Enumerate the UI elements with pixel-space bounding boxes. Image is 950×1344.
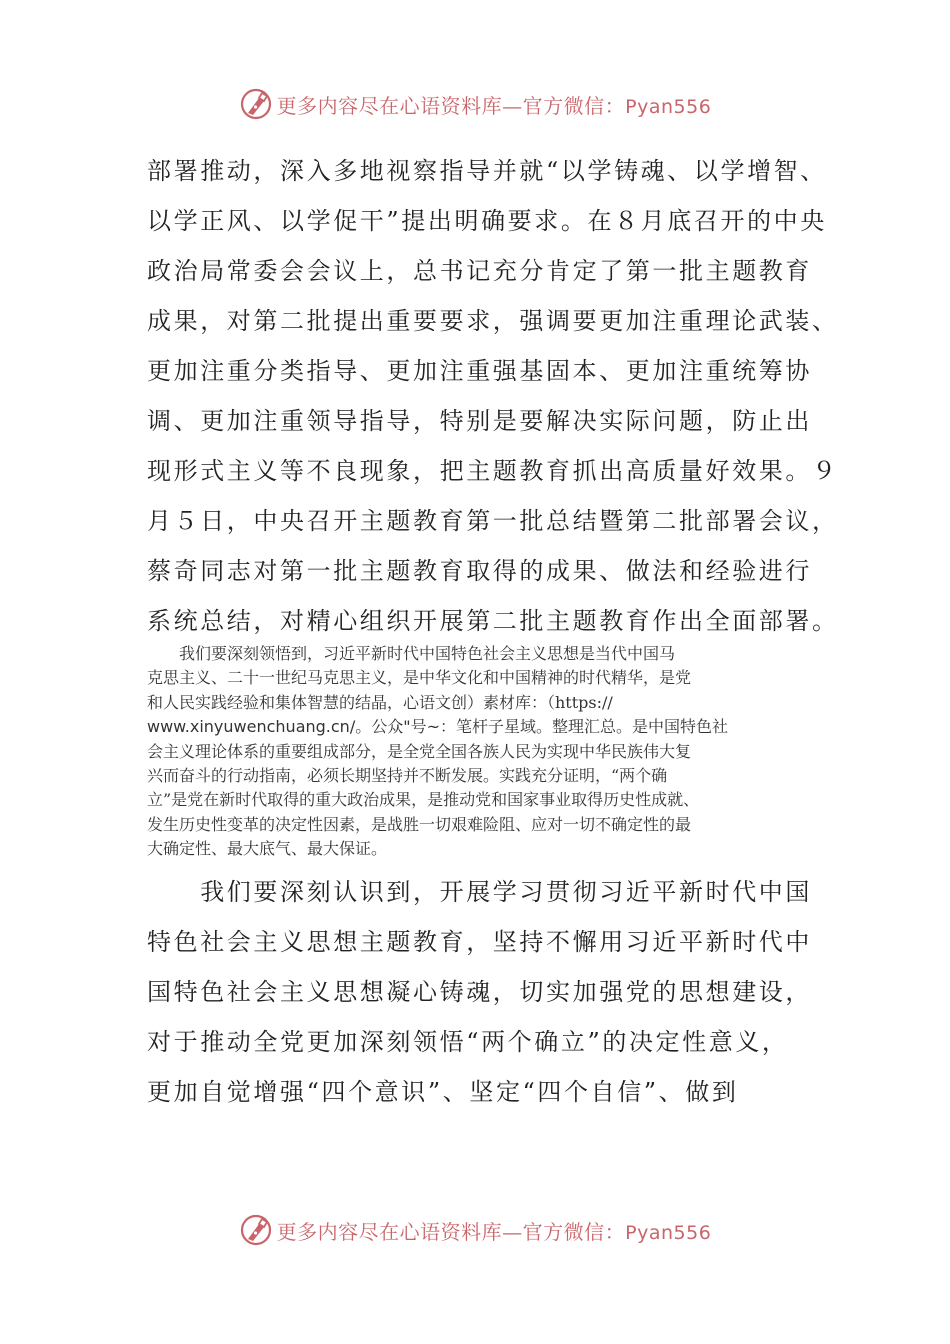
paragraph-3-line: 更加自觉增强“四个意识”、坚定“四个自信”、做到 (147, 1078, 739, 1106)
paragraph-2-line: 克思主义、二十一世纪马克思主义，是中华文化和中国精神的时代精华，是党 (147, 668, 692, 688)
paragraph-3 (147, 867, 817, 1117)
paragraph-2-line: 大确定性、最大底气、最大保证。 (147, 839, 388, 859)
paragraph-2-line: 会主义理论体系的重要组成部分，是全党全国各族人民为实现中华民族伟大复 (147, 741, 692, 761)
footer-banner-text (277, 1216, 712, 1245)
paragraph-1-line: 部署推动，深入多地视察指导并就“以学铸魂、以学增智、 (147, 157, 827, 185)
paragraph-2 (147, 642, 817, 862)
paragraph-1-line: 以学正风、以学促干”提出明确要求。在８月底召开的中央 (147, 207, 827, 235)
paragraph-1-line: 系统总结，对精心组织开展第二批主题教育作出全面部署。 (147, 607, 839, 635)
pen-nib-circle-icon (239, 1213, 273, 1247)
paragraph-1-line: 调、更加注重领导指导，特别是要解决实际问题，防止出 (147, 407, 812, 435)
paragraph-3-line: 特色社会主义思想主题教育，坚持不懈用习近平新时代中 (147, 928, 812, 956)
paragraph-1 (147, 146, 839, 646)
paragraph-3-line: 我们要深刻认识到，开展学习贯彻习近平新时代中国 (147, 878, 812, 906)
paragraph-1-line: 政治局常委会会议上，总书记充分肯定了第一批主题教育 (147, 257, 812, 285)
header-wechat-id: Pyan556 (625, 95, 712, 118)
paragraph-1-line: 成果，对第二批提出重要要求，强调要更加注重理论武装、 (147, 307, 839, 335)
paragraph-1-line: 现形式主义等不良现象，把主题教育抓出高质量好效果。９ (147, 457, 839, 485)
paragraph-2-url-line: www.xinyuwenchuang.cn/。公众"号~：笔杆子星域。整理汇总。是中国特色社 (147, 717, 728, 737)
paragraph-3-line: 对于推动全党更加深刻领悟“两个确立”的决定性意义， (147, 1028, 789, 1056)
paragraph-2-line: 和人民实践经验和集体智慧的结晶，心语文创）素材库：（https:// (147, 692, 613, 712)
footer-banner (0, 1210, 950, 1250)
pen-nib-circle-icon (239, 87, 273, 121)
paragraph-2-line: 我们要深刻领悟到，习近平新时代中国特色社会主义思想是当代中国马 (147, 644, 676, 663)
header-banner (0, 84, 950, 124)
paragraph-1-line: 月５日，中央召开主题教育第一批总结暨第二批部署会议， (147, 507, 839, 535)
paragraph-2-line: 立”是党在新时代取得的重大政治成果，是推动党和国家事业取得历史性成就、 (147, 790, 700, 810)
paragraph-2-line: 兴而奋斗的行动指南，必须长期坚持并不断发展。实践充分证明，“两个确 (147, 765, 668, 785)
paragraph-1-line: 更加注重分类指导、更加注重强基固本、更加注重统筹协 (147, 357, 812, 385)
paragraph-2-line: 发生历史性变革的决定性因素，是战胜一切艰难险阻、应对一切不确定性的最 (147, 814, 692, 834)
footer-wechat-id: Pyan556 (625, 1221, 712, 1244)
paragraph-3-line: 国特色社会主义思想凝心铸魂，切实加强党的思想建设， (147, 978, 812, 1006)
header-banner-label: 更多内容尽在心语资料库—官方微信： (276, 93, 626, 118)
header-banner-text (277, 90, 712, 119)
footer-banner-label: 更多内容尽在心语资料库—官方微信： (276, 1219, 626, 1244)
paragraph-1-line: 蔡奇同志对第一批主题教育取得的成果、做法和经验进行 (147, 557, 812, 585)
